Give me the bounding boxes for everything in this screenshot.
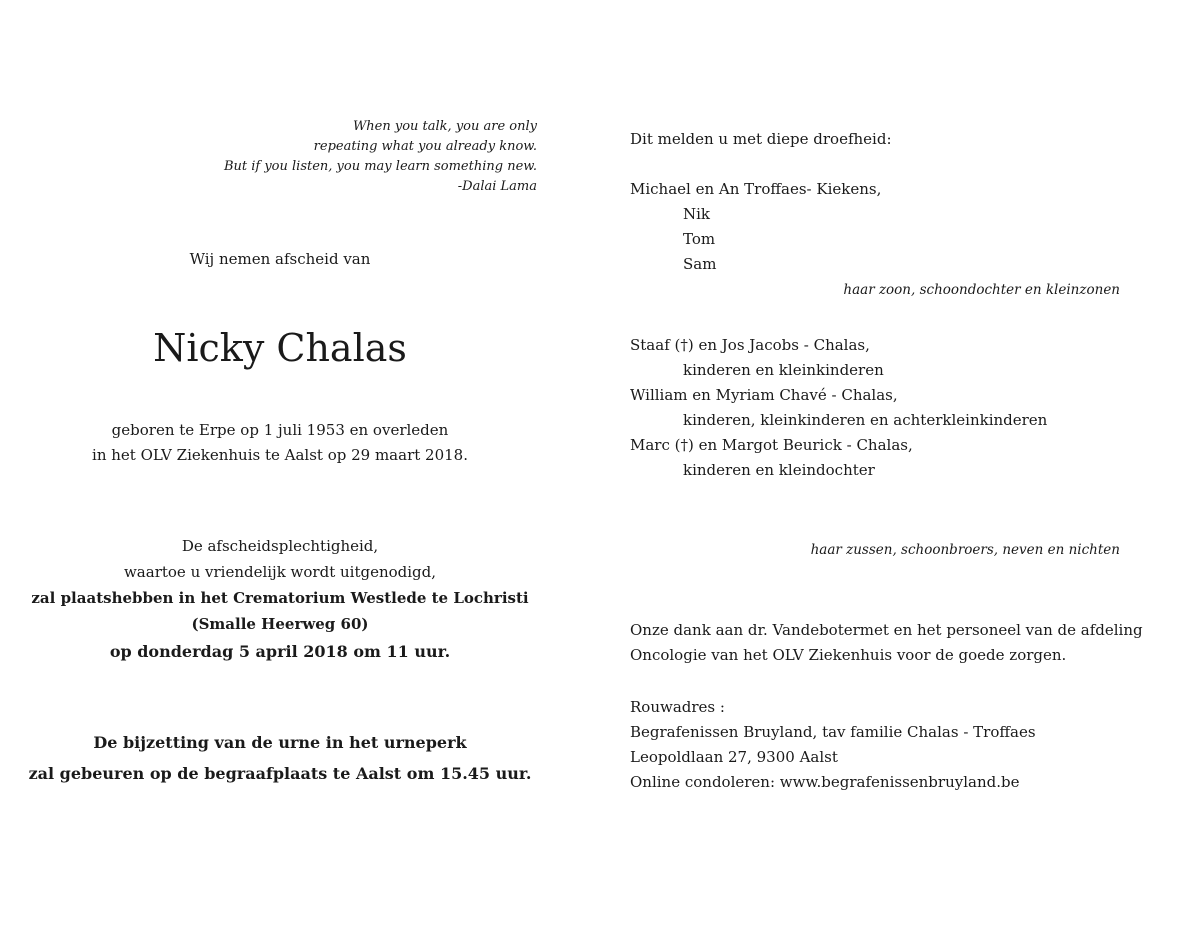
quote-line: repeating what you already know. xyxy=(313,139,537,154)
quote-line: But if you listen, you may learn something new. xyxy=(223,159,537,174)
grandchild-name: Tom xyxy=(683,230,716,248)
sibling-couple: Marc (†) en Margot Beurick - Chalas, xyxy=(630,436,913,454)
sibling-descendants: kinderen en kleinkinderen xyxy=(683,361,884,379)
son-relation: haar zoon, schoondochter en kleinzonen xyxy=(843,282,1120,298)
thanks-line: Onze dank aan dr. Vandebotermet en het personeel van de afdeling xyxy=(630,621,1143,639)
online-condolence: Online condoleren: www.begrafenissenbruyland.be xyxy=(630,773,1020,791)
quote-block xyxy=(117,117,537,197)
thanks-line: Oncologie van het OLV Ziekenhuis voor de goede zorgen. xyxy=(630,646,1067,664)
ceremony-line: De afscheidsplechtigheid, xyxy=(181,537,379,555)
siblings-relation: haar zussen, schoonbroers, neven en nichten xyxy=(810,542,1120,558)
ceremony-datetime: op donderdag 5 april 2018 om 11 uur. xyxy=(109,642,451,661)
mourning-address xyxy=(630,695,1036,795)
son-family xyxy=(630,177,881,277)
address-label: Rouwadres : xyxy=(630,698,725,716)
farewell-text: Wij nemen afscheid van xyxy=(189,250,371,268)
urn-line: De bijzetting van de urne in het urneperk xyxy=(93,733,467,752)
sibling-couple: Staaf (†) en Jos Jacobs - Chalas, xyxy=(630,336,870,354)
birth-line: geboren te Erpe op 1 juli 1953 en overleden xyxy=(111,421,449,439)
ceremony-address: (Smalle Heerweg 60) xyxy=(191,615,369,633)
deceased-name: Nicky Chalas xyxy=(153,326,407,370)
son-couple: Michael en An Troffaes- Kiekens, xyxy=(630,180,882,198)
death-line: in het OLV Ziekenhuis te Aalst op 29 maart 2018. xyxy=(92,446,468,464)
address-line: Leopoldlaan 27, 9300 Aalst xyxy=(630,748,838,766)
announcement: Dit melden u met diepe droefheid: xyxy=(630,130,892,148)
urn-line: zal gebeuren op de begraafplaats te Aalst om 15.45 uur. xyxy=(28,764,532,783)
address-line: Begrafenissen Bruyland, tav familie Chalas - Troffaes xyxy=(630,723,1036,741)
urn-info xyxy=(0,727,560,789)
sibling-couple: William en Myriam Chavé - Chalas, xyxy=(630,386,898,404)
birth-death-info xyxy=(0,418,560,468)
quote-author: -Dalai Lama xyxy=(457,179,537,194)
ceremony-line: waartoe u vriendelijk wordt uitgenodigd, xyxy=(123,563,437,581)
ceremony-location: zal plaatshebben in het Crematorium Westlede te Lochristi xyxy=(31,589,529,607)
sibling-descendants: kinderen, kleinkinderen en achterkleinkinderen xyxy=(683,411,1048,429)
quote-line: When you talk, you are only xyxy=(352,119,537,134)
ceremony-info xyxy=(0,533,560,665)
siblings-list xyxy=(630,333,1047,483)
sibling-descendants: kinderen en kleindochter xyxy=(683,461,875,479)
grandchild-name: Nik xyxy=(683,205,711,223)
grandchild-name: Sam xyxy=(683,255,717,273)
thanks-text xyxy=(630,618,1143,668)
